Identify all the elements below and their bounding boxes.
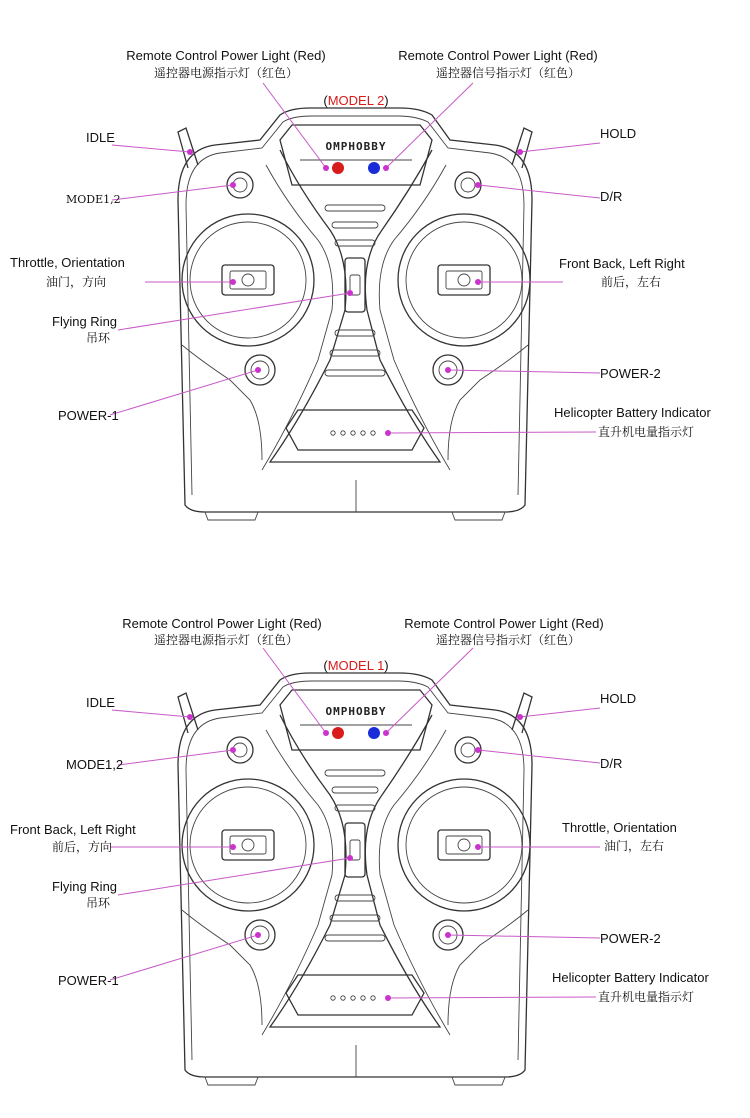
label-signal-light-en: Remote Control Power Light (Red) — [404, 616, 604, 631]
label-power-2: POWER-2 — [600, 366, 661, 381]
label-dr: D/R — [600, 189, 623, 204]
label-hold: HOLD — [600, 691, 637, 706]
label-power-1: POWER-1 — [58, 408, 119, 423]
label-flying-ring-en: Flying Ring — [52, 314, 118, 329]
label-signal-light-zh: 遥控器信号指示灯（红色） — [435, 66, 581, 80]
model-title: (MODEL 1) — [323, 658, 389, 673]
label-right-stick-zh: 油门，左右 — [604, 839, 665, 853]
label-flying-ring-en: Flying Ring — [52, 879, 118, 894]
label-power-light-zh: 遥控器电源指示灯（红色） — [153, 66, 299, 80]
label-power-light-zh: 遥控器电源指示灯（红色） — [153, 633, 299, 647]
label-battery-en: Helicopter Battery Indicator — [552, 970, 709, 985]
controller-outline — [178, 108, 532, 520]
label-power-light-en: Remote Control Power Light (Red) — [126, 48, 326, 63]
label-left-stick-zh: 油门，方向 — [46, 275, 107, 289]
controller-outline — [178, 673, 532, 1085]
label-hold: HOLD — [600, 126, 637, 141]
pins — [187, 149, 523, 436]
signal-light-blue — [368, 727, 380, 739]
label-power-light-en: Remote Control Power Light (Red) — [122, 616, 322, 631]
label-flying-ring-zh: 吊环 — [86, 331, 111, 345]
label-flying-ring-zh: 吊环 — [86, 896, 111, 910]
label-mode: MODE1,2 — [66, 757, 124, 772]
label-left-stick-en: Throttle, Orientation — [10, 255, 125, 270]
brand-logo: OMPHOBBY — [325, 705, 387, 718]
pins — [187, 714, 523, 1001]
model-title: (MODEL 2) — [323, 93, 389, 108]
label-left-stick-zh: 前后，方向 — [52, 840, 113, 854]
label-right-stick-zh: 前后，左右 — [601, 275, 662, 289]
label-mode: MODE1,2 — [66, 193, 121, 206]
label-idle: IDLE — [86, 695, 115, 710]
label-signal-light-zh: 遥控器信号指示灯（红色） — [435, 633, 581, 647]
label-idle: IDLE — [86, 130, 115, 145]
label-power-1: POWER-1 — [58, 973, 119, 988]
label-battery-en: Helicopter Battery Indicator — [554, 405, 711, 420]
label-right-stick-en: Front Back, Left Right — [559, 256, 685, 271]
label-left-stick-en: Front Back, Left Right — [10, 822, 136, 837]
power-light-red — [332, 162, 344, 174]
power-light-red — [332, 727, 344, 739]
label-battery-zh: 直升机电量指示灯 — [598, 990, 695, 1004]
signal-light-blue — [368, 162, 380, 174]
label-dr: D/R — [600, 756, 623, 771]
label-power-2: POWER-2 — [600, 931, 661, 946]
brand-logo: OMPHOBBY — [325, 140, 387, 153]
diagram-model-2 — [10, 48, 711, 520]
label-battery-zh: 直升机电量指示灯 — [598, 425, 695, 439]
diagram-model-1 — [10, 616, 709, 1085]
label-right-stick-en: Throttle, Orientation — [562, 820, 677, 835]
label-signal-light-en: Remote Control Power Light (Red) — [398, 48, 598, 63]
